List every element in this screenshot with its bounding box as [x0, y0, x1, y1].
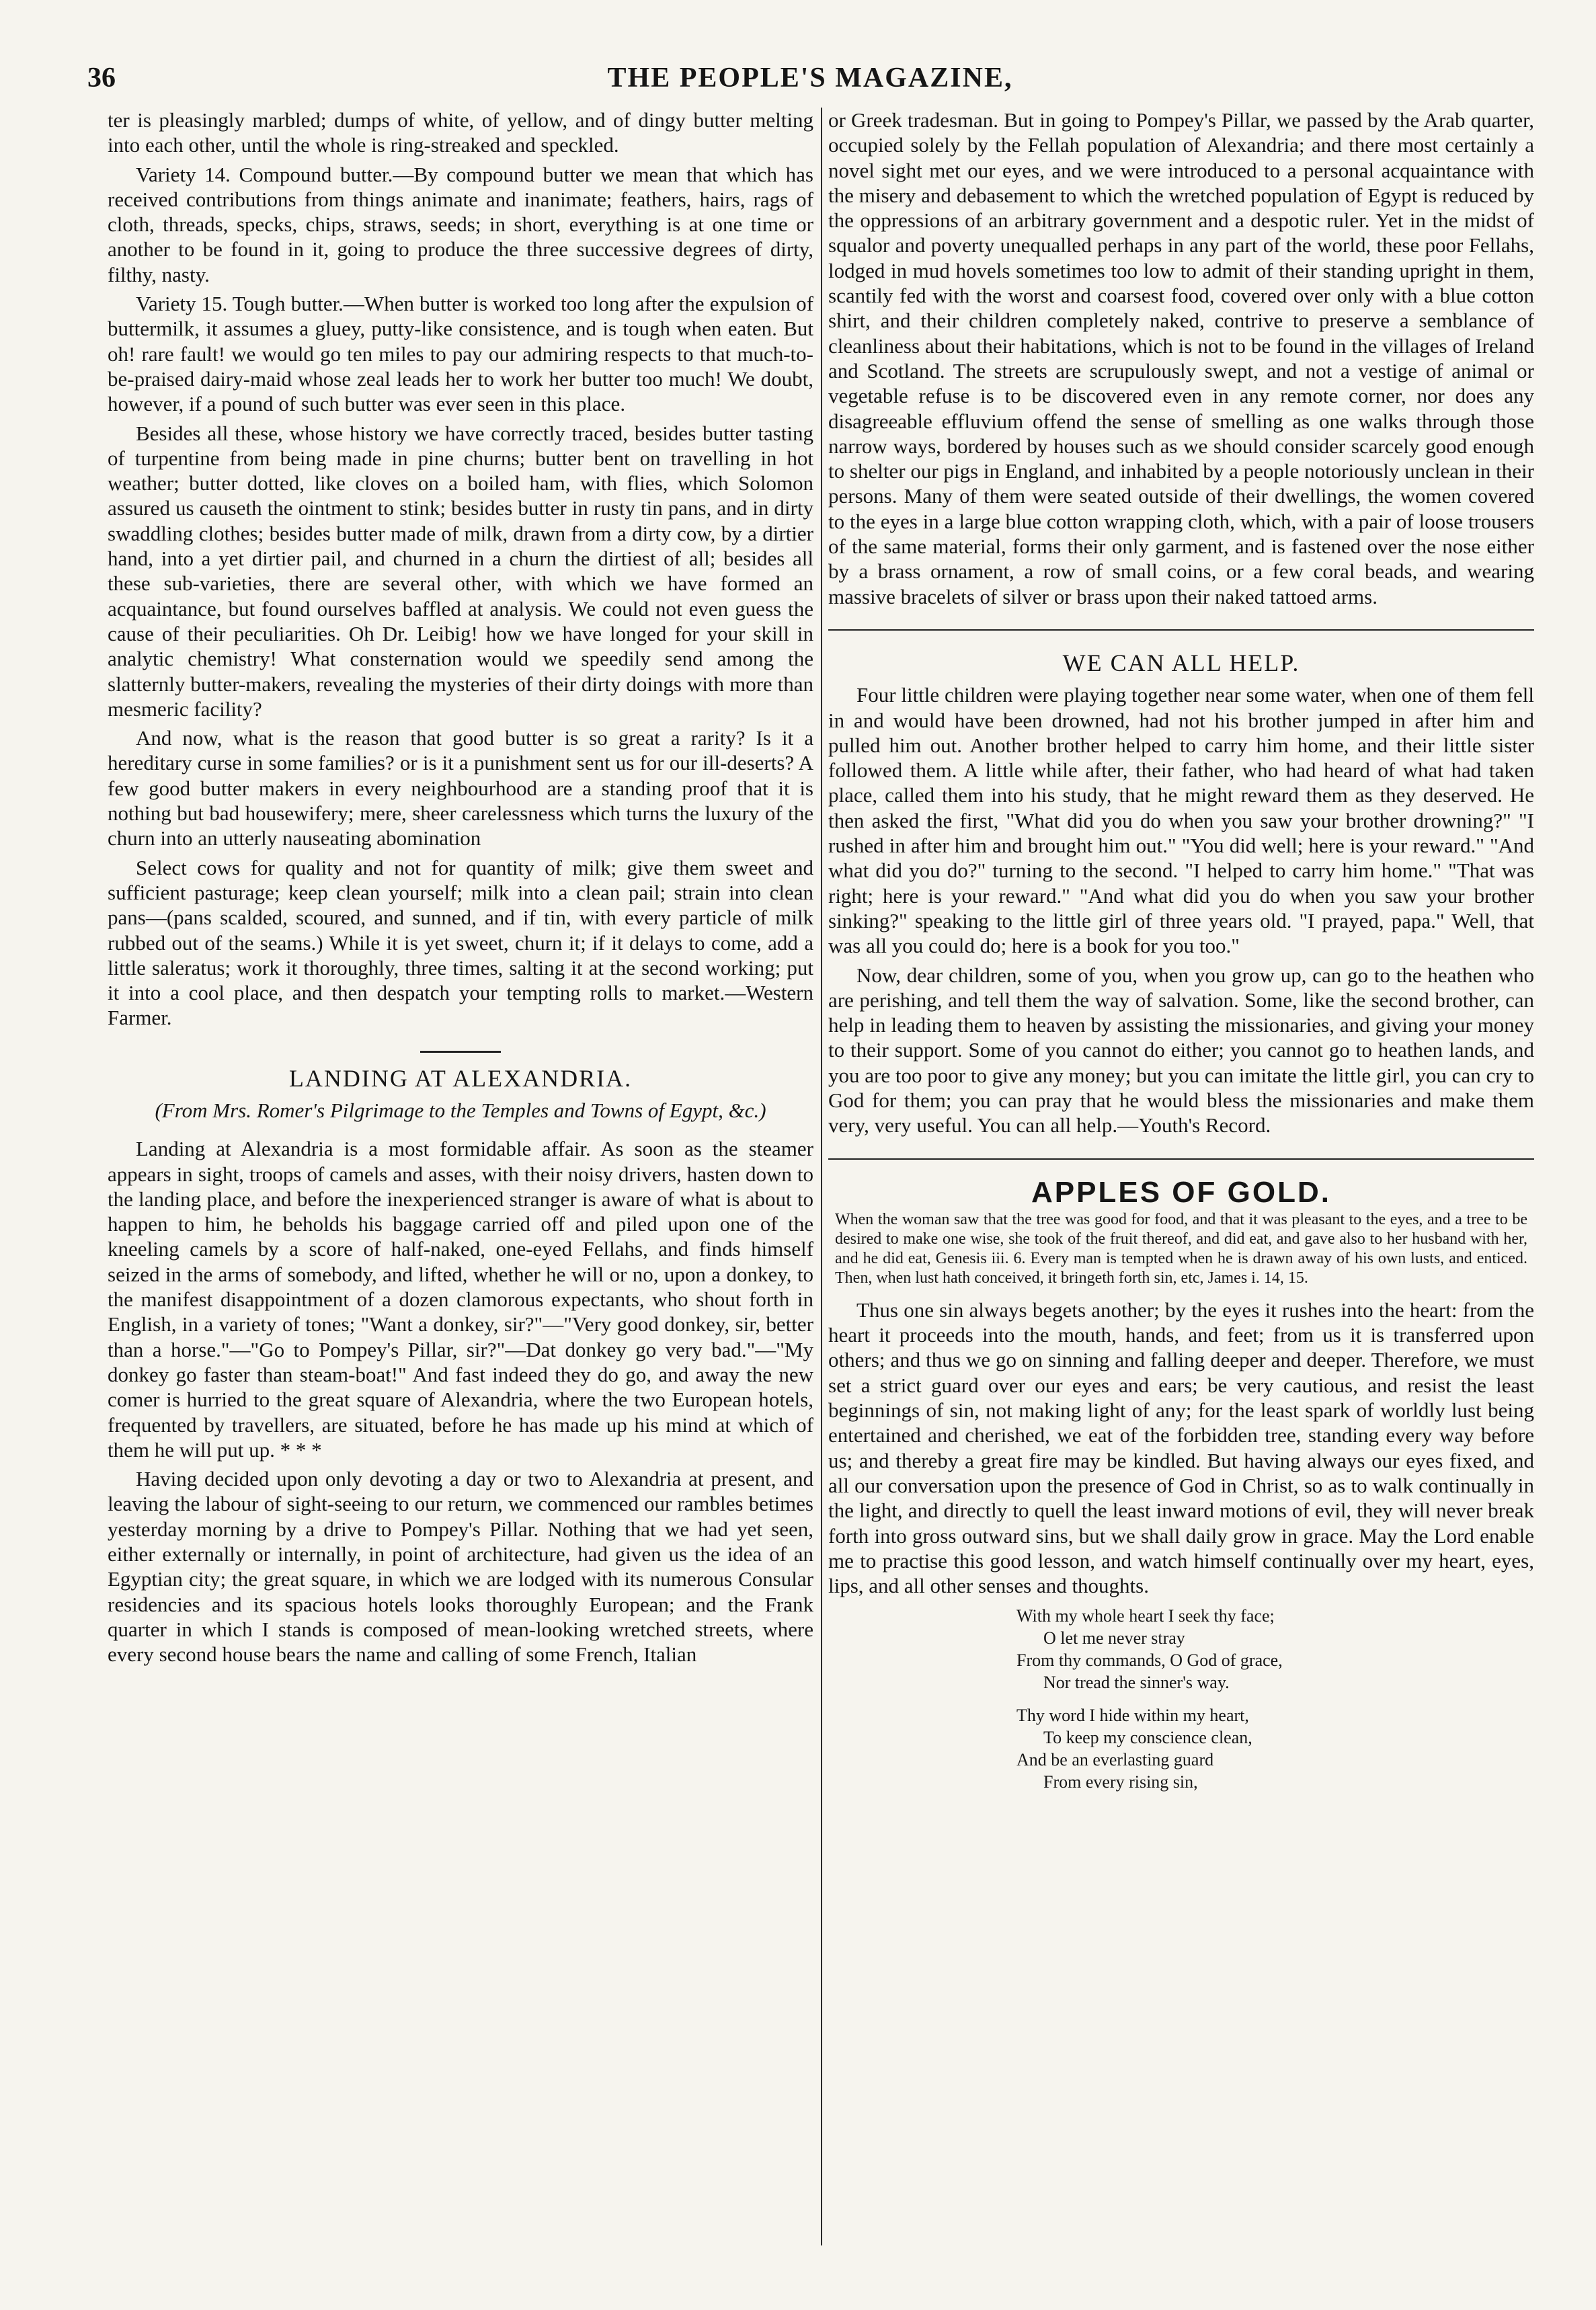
- butter-paragraph: And now, what is the reason that good butter is so great a rarity? Is it a hereditary curse in some families? or is it a punishment sent us for our ill-deserts? A few good butter makers in every neighbourhood are a standing proof that it is nothing but bad housewifery; mere, sheer carelessness which turns the luxury of the churn into an utterly nauseating abomination: [108, 726, 813, 850]
- verse-line: To keep my conscience clean,: [1043, 1728, 1252, 1748]
- help-paragraph: Now, dear children, some of you, when you grow up, can go to the heathen who are perishing, and tell them the way of salvation. Some, like the second brother, can help in leading them to heaven by assisting the missionaries, and giving your money to their support. Some of you cannot do either; you cannot go to heathen lands, and you are too poor to give any money; but you can imitate the little girl, you can cry to God for them; you can pray that he would bless the missionaries and make them very, very useful. You can all help.—Youth's Record.: [828, 963, 1534, 1138]
- butter-paragraph: Select cows for quality and not for quantity of milk; give them sweet and sufficient pasturage; keep clean yourself; milk into a clean pail; strain into clean pans—(pans scalded, scoured, and sunned, and if tin, with every particle of milk rubbed out of the seams.) While it is yet sweet, churn it; if it delays to come, add a little saleratus; work it thoroughly, three times, salting it at the second working; put it into a cool place, and then despatch your tempting rolls to market.—Western Farmer.: [108, 855, 813, 1030]
- alexandria-paragraph: Landing at Alexandria is a most formidable affair. As soon as the steamer appears in sight, troops of camels and asses, with their noisy drivers, hasten down to the landing place, and before the inexperienced stranger is aware of what is about to happen to him, he beholds his baggage carried off and piled upon one of the kneeling camels by a score of half-naked, one-eyed Fellahs, and finds himself seized in the arms of somebody, and lifted, whether he will or no, upon a donkey, to the manifest disappointment of a dozen clamorous expectants, who shout forth in English, in a variety of tones; "Want a donkey, sir?"—"Very good donkey, sir, better than a horse."—"Go to Pompey's Pillar, sir?"—Dat donkey go very bad."—"My donkey go faster than steam-boat!" And fast indeed they do go, and away the new comer is hurried to the great square of Alexandria, where the two European hotels, frequented by travellers, are situated, before he has made up his mind at which of them he will put up. * * *: [108, 1137, 813, 1462]
- verse-line: From thy commands, O God of grace,: [1016, 1650, 1283, 1671]
- butter-paragraph: ter is pleasingly marbled; dumps of white, of yellow, and of dingy butter melting into each other, until the whole is ring-streaked and speckled.: [108, 108, 813, 157]
- apples-paragraph: Thus one sin always begets another; by the eyes it rushes into the heart: from the heart it proceeds into the mouth, hands, and feet; from us it is transferred upon others; and thus we go on sinning and falling deeper and deeper. Therefore, we must set a strict guard over our eyes and ears; be very cautious, and resist the least beginnings of sin, not making light of any; for the least spark of worldly lust being entertained and cherished, we eat of the forbidden tree, standing every way before us; and thereby a great fire may be kindled. But having always our eyes fixed, and all our conversation upon the presence of God in Christ, so as to walk continually in the light, and directly to quell the least inward motions of evil, they will never break forth into gross outward sins, but we shall daily grow in grace. May the Lord enable me to practise this good lesson, and watch himself continually over my heart, eyes, lips, and all other senses and thoughts.: [828, 1298, 1534, 1598]
- article-title-apples: APPLES OF GOLD.: [1031, 1175, 1331, 1209]
- alexandria-paragraph: Having decided upon only devoting a day or two to Alexandria at present, and leaving the labour of sight-seeing to our return, we commenced our rambles betimes yesterday morning by a drive to Pompey's Pillar. Nothing that we had yet seen, either externally or internally, in point of architecture, had given us the idea of an Egyptian city; the great square, in which we are lodged with its numerous Consular residencies and its spacious hotels looks thoroughly European; and the Frank quarter in which I stands is composed of mean-looking wretched streets, where every second house bears the name and calling of some French, Italian: [108, 1467, 813, 1667]
- page-header: [87, 62, 1533, 102]
- section-divider: [420, 1051, 501, 1053]
- article-title-alexandria: LANDING AT ALEXANDRIA.: [288, 1064, 633, 1092]
- alexandria-continued: or Greek tradesman. But in going to Pompey's Pillar, we passed by the Arab quarter, occupied solely by the Fellah population of Alexandria; and there most certainly a novel sight met our eyes, and we were introduced to a personal acquaintance with the misery and debasement to which the wretched population of Egypt is reduced by the oppressions of an arbitrary government and a despotic ruler. Yet in the midst of squalor and poverty unequalled perhaps in any part of the world, these poor Fellahs, lodged in mud hovels sometimes too low to admit of their standing upright in them, scantily fed with the worst and coarsest food, covered over only with a blue cotton shirt, and their children completely naked, contrive to preserve a semblance of cleanliness about their habitations, which is not to be found in the villages of Ireland and Scotland. The streets are scrupulously swept, and not a vestige of animal or vegetable refuse is to be discovered even in any remote corner, nor does any disagreeable effluvium offend the sense of smelling as one walks through those narrow ways, bordered by houses such as we should consider scarcely good enough to shelter our pigs in England, and inhabited by a people notoriously unclean in their persons. Many of them were seated outside of their dwellings, the women covered to the eyes in a large blue cotton wrapping cloth, which, with a pair of loose trousers of the same material, forms their only garment, and is fastened over the nose either by a brass ornament, a row of small coins, or a few coral beads, and wearing massive bracelets of silver or brass upon their naked tattoed arms.: [828, 108, 1534, 608]
- page-number: 36: [87, 63, 116, 93]
- verse-line: And be an everlasting guard: [1016, 1750, 1214, 1770]
- verse-line: With my whole heart I seek thy face;: [1016, 1606, 1275, 1626]
- verse-line: Nor tread the sinner's way.: [1043, 1673, 1230, 1693]
- article-title-help: WE CAN ALL HELP.: [1062, 649, 1300, 676]
- hymn-stanza: [1016, 1704, 1534, 1793]
- butter-paragraph: Variety 14. Compound butter.—By compound butter we mean that which has received contributions from things animate and inanimate; feathers, hairs, rags of cloth, threads, specks, chips, straws, seeds; in short, everything is at one time or another to be found in it, going to produce the three successive degrees of dirty, filthy, nasty.: [108, 162, 813, 286]
- verse-line: O let me never stray: [1043, 1628, 1185, 1648]
- magazine-title: THE PEOPLE'S MAGAZINE,: [607, 63, 1013, 93]
- help-paragraph: Four little children were playing together near some water, when one of them fell in and would have been drowned, had not his brother jumped in after him and pulled him out. Another brother helped to carry him home, and their little sister followed them. A little while after, their father, who had heard of what had taken place, called them into his study, that he might reward them as they deserved. He then asked the first, "What did you do when you saw your brother drowning?" "I rushed in after him and brought him out." "You did well; here is your reward." "And what did you do?" turning to the second. "I helped to carry him home." "That was right; here is your reward." "And what did you do when you saw your brother sinking?" speaking to the little girl of three years old. "I prayed, papa." Well, that was all you could do; here is a book for you too.": [828, 683, 1534, 958]
- column-divider: [821, 108, 822, 2245]
- section-divider: [828, 629, 1534, 631]
- left-column: [108, 108, 813, 1671]
- right-column: [828, 108, 1534, 1804]
- hymn-stanza: [1016, 1605, 1534, 1694]
- verse-line: Thy word I hide within my heart,: [1016, 1706, 1249, 1726]
- butter-paragraph: Besides all these, whose history we have correctly traced, besides butter tasting of turpentine from being made in pine churns; butter bent on travelling in hot weather; butter dotted, like cloves on a boiled ham, with flies, which Solomon assured us causeth the ointment to stink; besides butter in rusty tin pans, and in dirty swaddling clothes; besides butter made of milk, drawn from a dirty cow, by a dirtier hand, into a yet dirtier pail, and churned in a churn the dirtiest of all; besides all these sub-varieties, there are several other, with which we have formed an acquaintance, but found ourselves baffled at analysis. We could not even guess the cause of their peculiarities. Oh Dr. Leibig! how we have longed for your skill in analytic chemistry! What consternation would we speedily send among the slatternly butter-makers, revealing the mysteries of their dirty doings with more than mesmeric facility?: [108, 421, 813, 721]
- verse-line: From every rising sin,: [1043, 1772, 1198, 1792]
- scripture-epigraph: When the woman saw that the tree was good for food, and that it was pleasant to the eyes, and a tree to be desired to make one wise, she took of the fruit thereof, and did eat, and gave also to her husband with her, and he did eat, Genesis iii. 6. Every man is tempted when he is drawn away of his own lusts, and enticed. Then, when lust hath conceived, it bringeth forth sin, etc, James i. 14, 15.: [835, 1210, 1527, 1287]
- butter-paragraph: Variety 15. Tough butter.—When butter is worked too long after the expulsion of buttermilk, it assumes a gluey, putty-like consistence, and is tough when eaten. But oh! rare fault! we would go ten miles to pay our admiring respects to that much-to-be-praised dairy-maid whose zeal leads her to work her butter too much! We doubt, however, if a pound of such butter was ever seen in this place.: [108, 292, 813, 416]
- section-divider: [828, 1158, 1534, 1160]
- article-byline: (From Mrs. Romer's Pilgrimage to the Temples and Towns of Egypt, &c.): [155, 1098, 766, 1122]
- hymn-verse: [1016, 1605, 1534, 1793]
